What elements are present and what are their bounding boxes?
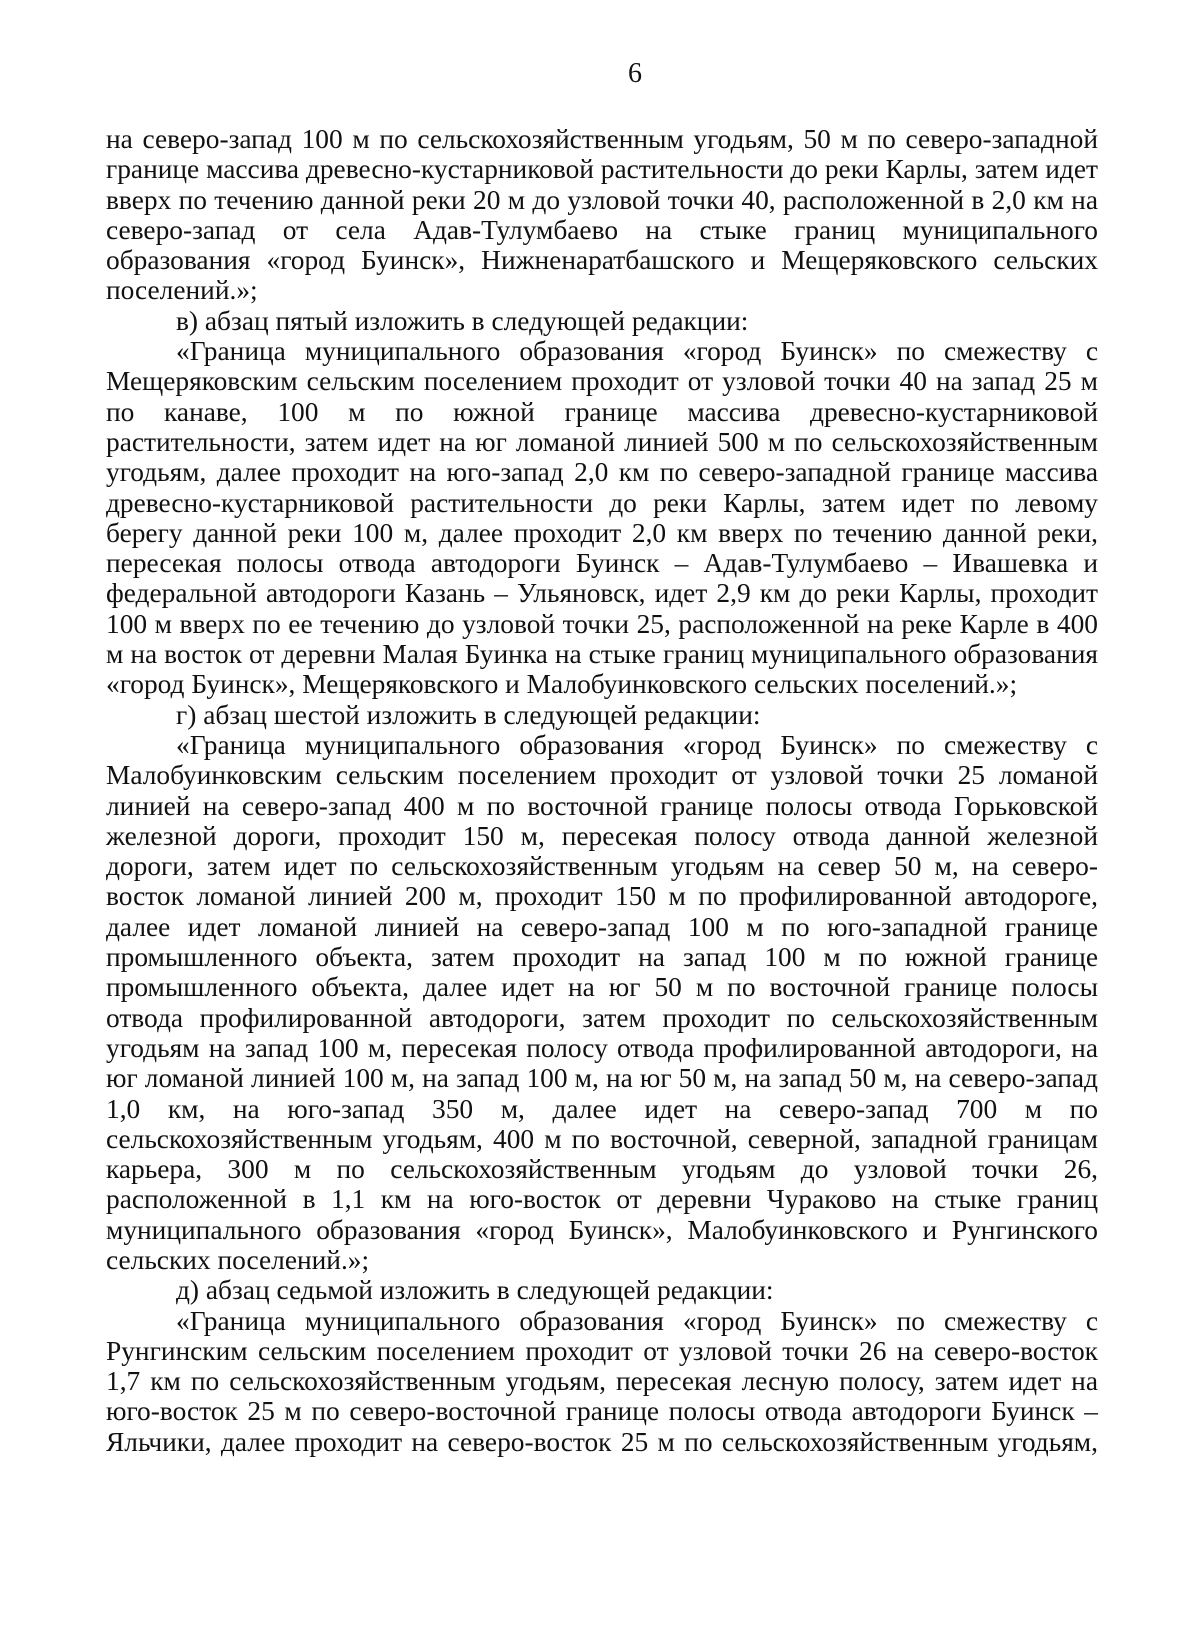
document-body [106,124,1098,1457]
paragraph-amendment-g: г) абзац шестой изложить в следующей редакции: [176,699,761,730]
paragraph-amendment-d: д) абзац седьмой изложить в следующей редакции: [176,1275,774,1306]
paragraph-boundary-mescheryakovskoe: «Граница муниципального образования «город Буинск» по смежеству с Мещеряковским сельским поселением проходит от узловой точки 40 на запад 25 м по канаве, 100 м по южной границе массива древесно-кустарниковой растительности, затем идет на юг ломаной линией 500 м по сельскохозяйственным угодьям, далее проходит на юго-запад 2,0 км по северо-западной границе массива древесно-кустарниковой растительности до реки Карлы, затем идет по левому берегу данной реки 100 м, далее проходит 2,0 км вверх по течению данной реки, пересекая полосы отвода автодороги Буинск – Адав-Тулумбаево – Ивашевка и федеральной автодороги Казань – Ульяновск, идет 2,9 км до реки Карлы, проходит 100 м вверх по ее течению до узловой точки 25, расположенной на реке Карле в 400 м на восток от деревни Малая Буинка на стыке границ муниципального образования «город Буинск», Мещеряковского и Малобуинковского сельских поселений.»; [106,336,1098,700]
paragraph-boundary-malobuinkovskoe: «Граница муниципального образования «город Буинск» по смежеству с Малобуинковским сельским поселением проходит от узловой точки 25 ломаной линией на северо-запад 400 м по восточной границе полосы отвода Горьковской железной дороги, проходит 150 м, пересекая полосу отвода данной железной дороги, затем идет по сельскохозяйственным угодьям на север 50 м, на северо-восток ломаной линией 200 м, проходит 150 м по профилированной автодороге, далее идет ломаной линией на северо-запад 100 м по юго-западной границе промышленного объекта, затем проходит на запад 100 м по южной границе промышленного объекта, далее идет на юг 50 м по восточной границе полосы отвода профилированной автодороги, затем проходит по сельскохозяйственным угодьям на запад 100 м, пересекая полосу отвода профилированной автодороги, на юг ломаной линией 100 м, на запад 100 м, на юг 50 м, на запад 50 м, на северо-запад 1,0 км, на юго-запад 350 м, далее идет на северо-запад 700 м по сельскохозяйственным угодьям, 400 м по восточной, северной, западной границам карьера, 300 м по сельскохозяйственным угодьям до узловой точки 26, расположенной в 1,1 км на юго-восток от деревни Чураково на стыке границ муниципального образования «город Буинск», Малобуинковского и Рунгинского сельских поселений.»; [106,729,1098,1275]
page-number: 6 [628,58,642,89]
paragraph-boundary-runginskoe: «Граница муниципального образования «город Буинск» по смежеству с Рунгинским сельским поселением проходит от узловой точки 26 на северо-восток 1,7 км по сельскохозяйственным угодьям, пересекая лесную полосу, затем идет на юго-восток 25 м по северо-восточной границе полосы отвода автодороги Буинск – Яльчики, далее проходит на северо-восток 25 м по сельскохозяйственным угодьям, [106,1305,1098,1457]
paragraph-continuation: на северо-запад 100 м по сельскохозяйственным угодьям, 50 м по северо-западной границе массива древесно-кустарниковой растительности до реки Карлы, затем идет вверх по течению данной реки 20 м до узловой точки 40, расположенной в 2,0 км на северо-запад от села Адав-Тулумбаево на стыке границ муниципального образования «город Буинск», Нижненаратбашского и Мещеряковского сельских поселений.»; [106,124,1098,306]
paragraph-amendment-v: в) абзац пятый изложить в следующей редакции: [176,305,749,336]
